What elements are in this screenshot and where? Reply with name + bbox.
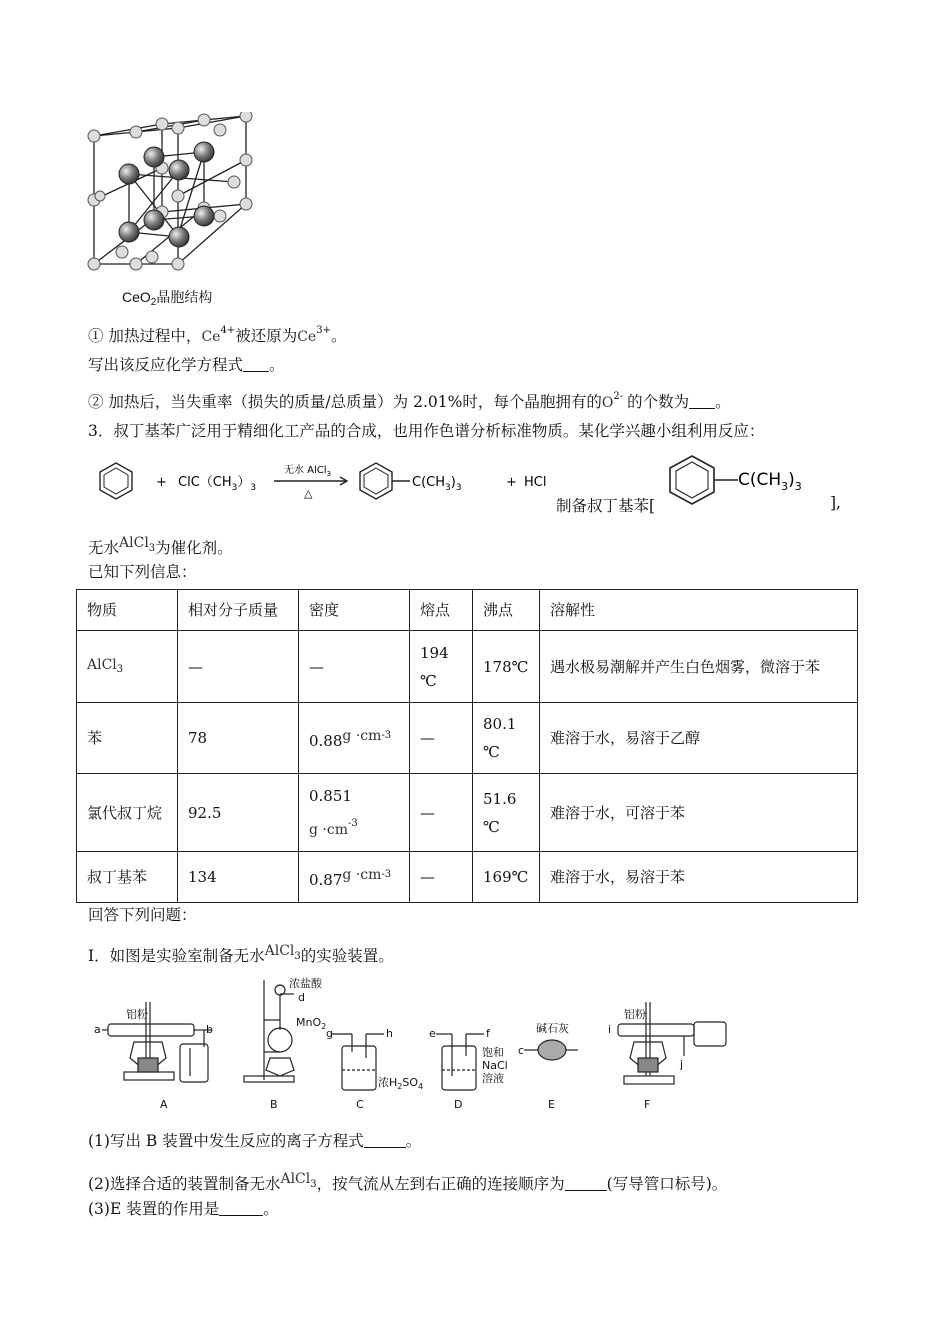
table-cell: — bbox=[410, 774, 473, 852]
svg-text:ClC（CH3）3: $ClC(CH_3)_3$ bbox=[178, 475, 257, 493]
question-2: (2)选择合适的装置制备无水AlCl$^3$，按气流从左到右正确的连接顺序为 (写导管口标号)。 bbox=[88, 1171, 728, 1193]
svg-text:铝粉: 铝粉 bbox=[624, 1008, 646, 1021]
table-cell: 80.1 ℃ bbox=[473, 703, 540, 774]
question-1: (1)写出 B 装置中发生反应的离子方程式 。 bbox=[88, 1132, 422, 1150]
svg-text:A: A bbox=[160, 1098, 168, 1111]
svg-text:d: d bbox=[298, 991, 305, 1004]
table-header: 密度 bbox=[299, 590, 410, 631]
table-row bbox=[77, 852, 858, 903]
table-cell: 78 bbox=[178, 703, 299, 774]
svg-text:D: D bbox=[454, 1098, 463, 1111]
svg-text:B: B bbox=[270, 1098, 278, 1111]
table-header: 溶解性 bbox=[540, 590, 858, 631]
svg-text:碱石灰: 碱石灰 bbox=[536, 1022, 569, 1035]
svg-text:溶液: 溶液 bbox=[482, 1072, 504, 1085]
properties-table bbox=[76, 589, 858, 903]
svg-text:NaCl: NaCl bbox=[482, 1059, 508, 1072]
prep-close: ], bbox=[830, 494, 841, 512]
answer-blank[interactable] bbox=[243, 356, 269, 372]
svg-text:C(CH3)3: $C(CH_3)_3$ bbox=[412, 475, 462, 493]
svg-text:g: g bbox=[326, 1027, 333, 1040]
crystal-caption: CeO$_2$晶胞结构 bbox=[122, 289, 213, 308]
table-cell: 92.5 bbox=[178, 774, 299, 852]
table-cell: 叔丁基苯 bbox=[77, 852, 178, 903]
svg-text:f: f bbox=[486, 1027, 490, 1040]
svg-text:浓H2SO4: 浓$H_2SO_4$ bbox=[378, 1076, 424, 1091]
table-cell: — bbox=[410, 852, 473, 903]
answer-intro: 回答下列问题： bbox=[88, 906, 197, 924]
table-cell: 0.851 $g \cdot cm^{-3}$ bbox=[299, 774, 410, 852]
table-cell: 169℃ bbox=[473, 852, 540, 903]
table-cell: 苯 bbox=[77, 703, 178, 774]
tert-butylbenzene-structure bbox=[664, 452, 834, 508]
question-part1: ① 加热过程中，$Ce^{4+}$被还原为$Ce^{3+}$。 bbox=[88, 325, 347, 345]
answer-blank[interactable] bbox=[219, 1200, 263, 1216]
table-row bbox=[77, 631, 858, 703]
table-cell: 难溶于水，易溶于苯 bbox=[540, 852, 858, 903]
catalyst-line: 无水AlCl$^3$为催化剂。 bbox=[88, 535, 233, 557]
table-cell: $0.87g \cdot cm^{-3}$ bbox=[299, 852, 410, 903]
svg-text:h: h bbox=[386, 1027, 393, 1040]
table-cell: AlCl$_3$ bbox=[77, 631, 178, 703]
svg-text:浓盐酸: 浓盐酸 bbox=[289, 977, 322, 990]
question-3-intro: 3．叔丁基苯广泛用于精细化工产品的合成，也用作色谱分析标准物质。某化学兴趣小组利用反应： bbox=[88, 422, 765, 440]
part1-intro: I．如图是实验室制备无水AlCl$^3$的实验装置。 bbox=[88, 943, 394, 965]
table-cell: 氯代叔丁烷 bbox=[77, 774, 178, 852]
table-header: 熔点 bbox=[410, 590, 473, 631]
svg-text:F: F bbox=[644, 1098, 651, 1111]
svg-text:j: j bbox=[680, 1058, 684, 1071]
svg-text:铝粉: 铝粉 bbox=[126, 1008, 148, 1021]
question-part1-equation: 写出该反应化学方程式 。 bbox=[88, 356, 285, 374]
table-cell: — bbox=[178, 631, 299, 703]
svg-text:MnO2: MnO$_2$ bbox=[296, 1016, 327, 1031]
table-cell: 178℃ bbox=[473, 631, 540, 703]
svg-text:c: c bbox=[518, 1044, 525, 1057]
table-cell: — bbox=[410, 703, 473, 774]
svg-text:+: + bbox=[506, 475, 517, 490]
answer-blank[interactable] bbox=[689, 393, 715, 409]
svg-text:C: C bbox=[356, 1098, 364, 1111]
answer-blank[interactable] bbox=[364, 1132, 406, 1148]
table-cell: 134 bbox=[178, 852, 299, 903]
prep-text: 制备叔丁基苯[ bbox=[556, 497, 656, 515]
table-row bbox=[77, 703, 858, 774]
known-info: 已知下列信息： bbox=[88, 563, 197, 581]
table-cell: — bbox=[299, 631, 410, 703]
table-header-row bbox=[77, 590, 858, 631]
svg-text:无水 AlCl3: 无水 AlCl$_3$ bbox=[284, 465, 332, 478]
table-header: 沸点 bbox=[473, 590, 540, 631]
table-cell: 难溶于水，可溶于苯 bbox=[540, 774, 858, 852]
svg-text:HCl: HCl bbox=[524, 475, 547, 490]
svg-text:E: E bbox=[548, 1098, 555, 1111]
table-cell: 194 ℃ bbox=[410, 631, 473, 703]
svg-text:a: a bbox=[94, 1023, 101, 1036]
table-row bbox=[77, 774, 858, 852]
svg-text:e: e bbox=[429, 1027, 436, 1040]
svg-text:b: b bbox=[206, 1023, 213, 1036]
table-cell: 遇水极易潮解并产生白色烟雾，微溶于苯 bbox=[540, 631, 858, 703]
table-cell: $0.88g \cdot cm^{-3}$ bbox=[299, 703, 410, 774]
question-part2: ② 加热后，当失重率（损失的质量/总质量）为 2.01%时，每个晶胞拥有的$O^{2-}$ 的个数为 。 bbox=[88, 391, 731, 411]
svg-text:饱和: 饱和 bbox=[482, 1046, 504, 1059]
table-header: 物质 bbox=[77, 590, 178, 631]
svg-text:△: △ bbox=[304, 487, 313, 500]
svg-text:C(CH3)3: $C(CH_3)_3$ bbox=[738, 470, 802, 493]
table-cell: 51.6 ℃ bbox=[473, 774, 540, 852]
table-header: 相对分子质量 bbox=[178, 590, 299, 631]
apparatus-diagram bbox=[94, 972, 744, 1118]
table-cell: 难溶于水，易溶于乙醇 bbox=[540, 703, 858, 774]
question-3: (3)E 装置的作用是 。 bbox=[88, 1200, 279, 1218]
svg-text:i: i bbox=[608, 1023, 612, 1036]
svg-text:+: + bbox=[156, 475, 167, 490]
reaction-equation bbox=[88, 454, 558, 514]
answer-blank[interactable] bbox=[565, 1175, 607, 1191]
ceo2-crystal-cell-image bbox=[84, 112, 260, 276]
